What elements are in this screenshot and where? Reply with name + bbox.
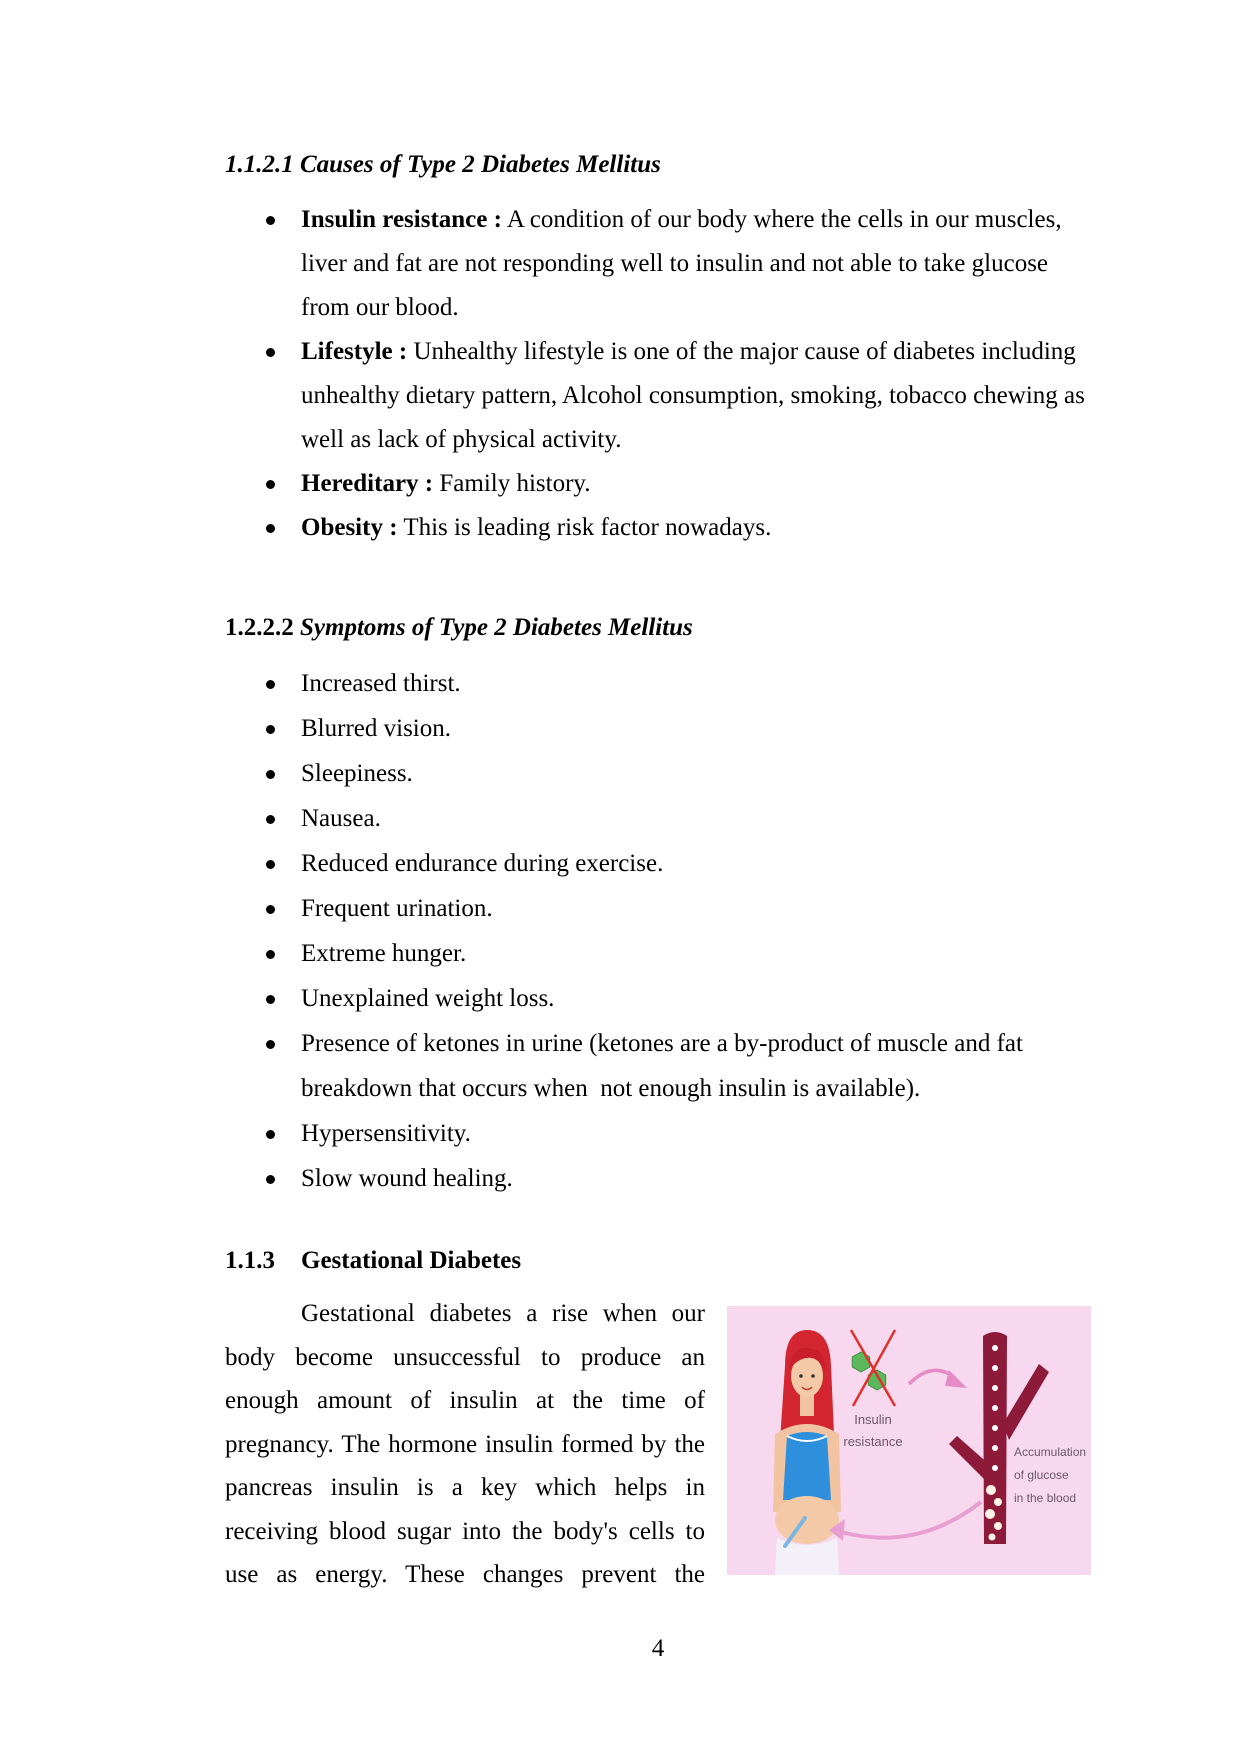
item-term: Hereditary : bbox=[301, 470, 434, 497]
item-text: Frequent urination. bbox=[301, 895, 493, 922]
insulin-label-line1: Insulin bbox=[854, 1412, 892, 1427]
symptoms-section bbox=[225, 661, 1091, 1201]
heading-title: Symptoms of Type 2 Diabetes Mellitus bbox=[300, 614, 693, 641]
heading-number: 1.2.2.2 bbox=[225, 614, 294, 641]
figure-illustration bbox=[727, 1306, 1091, 1575]
list-item bbox=[225, 706, 1096, 751]
bullet-icon bbox=[266, 860, 275, 869]
heading-number: 1.1.2.1 bbox=[225, 151, 294, 178]
item-text: Reduced endurance during exercise. bbox=[301, 850, 664, 877]
list-item bbox=[225, 506, 1096, 550]
list-item bbox=[225, 841, 1096, 886]
item-text: Hypersensitivity. bbox=[301, 1120, 471, 1147]
glucose-label-line3: in the blood bbox=[1014, 1491, 1077, 1505]
item-text: Slow wound healing. bbox=[301, 1165, 513, 1192]
item-text: This is leading risk factor nowadays. bbox=[403, 514, 772, 541]
bullet-icon bbox=[266, 815, 275, 824]
bullet-icon bbox=[266, 905, 275, 914]
insulin-resistance-figure bbox=[727, 1306, 1091, 1575]
item-text: Extreme hunger. bbox=[301, 940, 467, 967]
bullet-icon bbox=[266, 725, 275, 734]
item-text: Sleepiness. bbox=[301, 760, 413, 787]
bullet-icon bbox=[266, 680, 275, 689]
section-heading-gestational bbox=[225, 1239, 1091, 1283]
list-item bbox=[225, 1021, 1096, 1111]
section-heading-symptoms bbox=[225, 606, 1091, 650]
bullet-icon bbox=[266, 348, 275, 357]
bullet-icon bbox=[266, 770, 275, 779]
list-item bbox=[225, 886, 1096, 931]
bullet-icon bbox=[266, 480, 275, 489]
list-item bbox=[225, 976, 1096, 1021]
heading-title: Causes of Type 2 Diabetes Mellitus bbox=[300, 151, 661, 178]
gestational-paragraph: Gestational diabetes a rise when our body become unsuccessful to produce an enough amount of insulin at the time of pregnancy. The hormone insulin formed by the pancreas insulin is a key which helps in receiving blood sugar into the body's cells to use as energy. These changes prevent the bbox=[225, 1300, 705, 1588]
list-item bbox=[225, 1111, 1096, 1156]
list-item bbox=[225, 661, 1096, 706]
item-text: Unexplained weight loss. bbox=[301, 985, 555, 1012]
item-text: Unhealthy lifestyle is one of the major cause of diabetes including unhealthy dietary pattern, Alcohol consumption, smoking, tobacco chewing as well as lack of physical activity. bbox=[301, 338, 1085, 453]
glucose-label-line1: Accumulation bbox=[1014, 1445, 1087, 1459]
item-text: Presence of ketones in urine (ketones are a by-product of muscle and fat breakdown that occurs when not enough insulin is available). bbox=[301, 1030, 1030, 1102]
list-item bbox=[225, 198, 1096, 330]
list-item bbox=[225, 1156, 1096, 1201]
causes-list bbox=[225, 198, 1091, 550]
list-item bbox=[225, 796, 1096, 841]
page-number: 4 bbox=[651, 1635, 665, 1662]
list-item bbox=[225, 751, 1096, 796]
bullet-icon bbox=[266, 216, 275, 225]
item-text: Increased thirst. bbox=[301, 670, 461, 697]
glucose-label-line2: of glucose bbox=[1014, 1468, 1069, 1482]
item-term: Insulin resistance : bbox=[301, 206, 502, 233]
item-term: Lifestyle : bbox=[301, 338, 408, 365]
symptoms-list bbox=[225, 661, 1091, 1201]
section-heading-causes bbox=[225, 143, 1091, 187]
insulin-label-line2: resistance bbox=[843, 1434, 903, 1449]
item-term: Obesity : bbox=[301, 514, 398, 541]
list-item bbox=[225, 931, 1096, 976]
heading-title: Gestational Diabetes bbox=[301, 1247, 522, 1274]
bullet-icon bbox=[266, 995, 275, 1004]
bullet-icon bbox=[266, 1130, 275, 1139]
item-text: Family history. bbox=[439, 470, 591, 497]
heading-number: 1.1.3 bbox=[225, 1247, 275, 1274]
item-text: A condition of our body where the cells in our muscles, liver and fat are not responding well to insulin and not able to take glucose from our blood. bbox=[301, 206, 1062, 321]
causes-section bbox=[225, 198, 1091, 550]
list-item bbox=[225, 330, 1096, 462]
bullet-icon bbox=[266, 950, 275, 959]
item-text: Nausea. bbox=[301, 805, 381, 832]
bullet-icon bbox=[266, 524, 275, 533]
bullet-icon bbox=[266, 1175, 275, 1184]
item-text: Blurred vision. bbox=[301, 715, 451, 742]
list-item bbox=[225, 462, 1096, 506]
bullet-icon bbox=[266, 1040, 275, 1049]
